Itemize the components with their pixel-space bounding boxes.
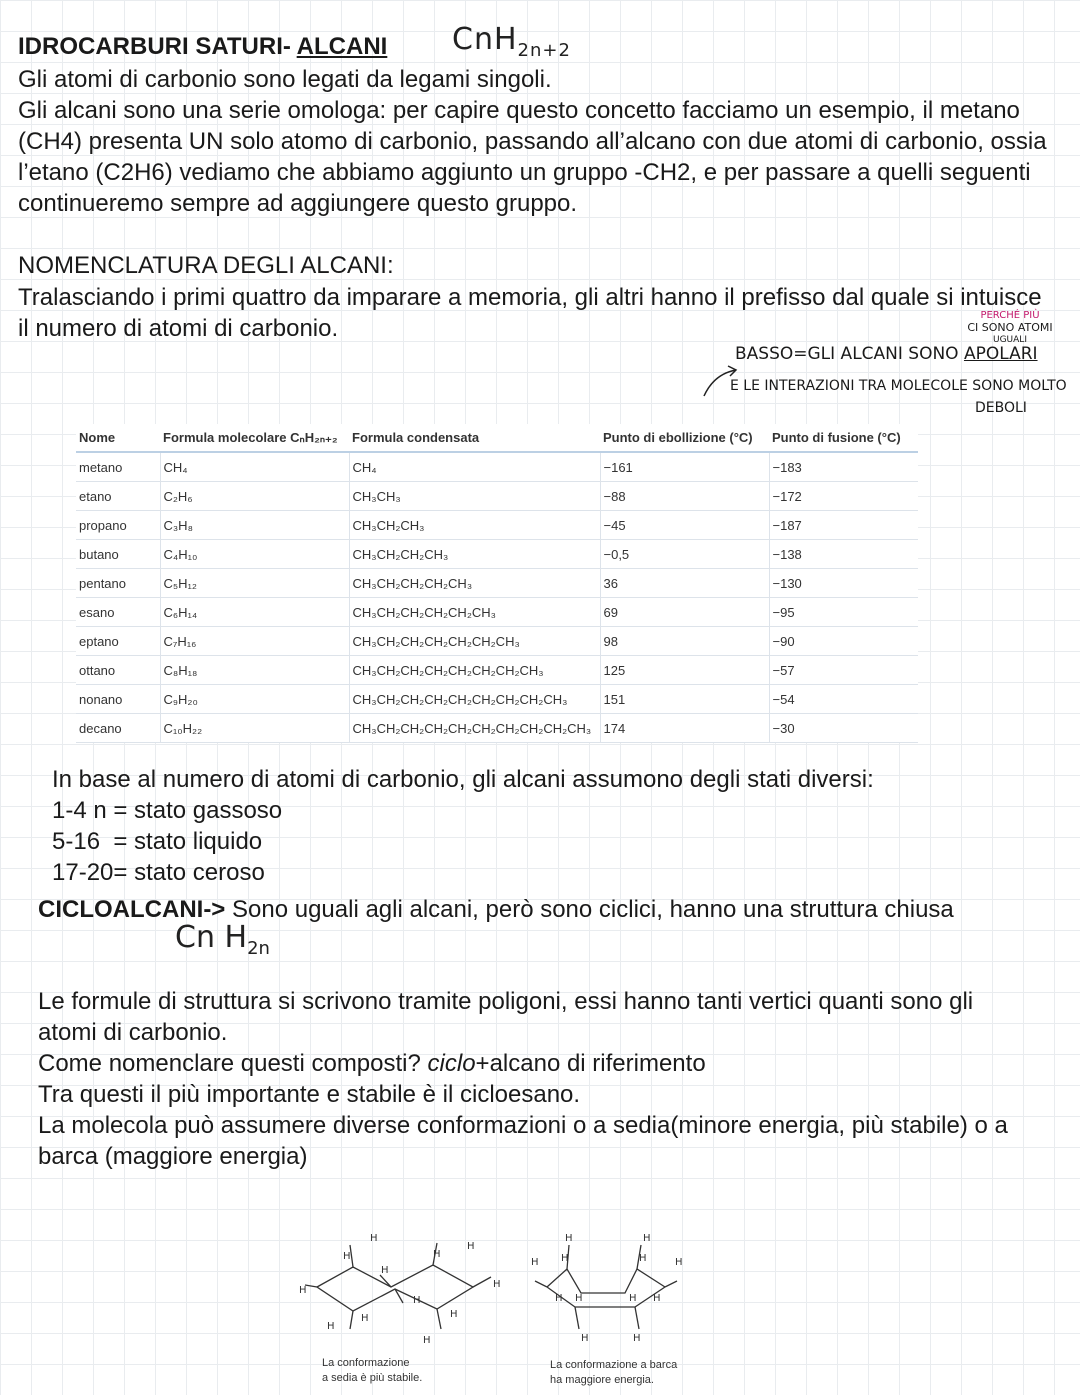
note-deboli: DEBOLI [975,400,1027,416]
chair-caption-1: La conformazione [322,1357,410,1369]
th-fusione: Punto di fusione (°C) [769,424,918,452]
cell-ebollizione: −0,5 [600,540,769,569]
atom-h: H [327,1321,335,1332]
cell-fusione: −138 [769,540,918,569]
cell-fusione: −90 [769,627,918,656]
formula-alkane-base: CnH [452,22,518,57]
structure-line-2b: ciclo [427,1050,476,1077]
note-small-main: CI SONO ATOMI [967,321,1053,334]
atom-h: H [643,1233,651,1244]
state-liquid: 5-16 = stato liquido [52,828,263,855]
cell-condensata: CH₃CH₃ [349,482,600,511]
cell-nome: ottano [76,656,160,685]
cell-ebollizione: 36 [600,569,769,598]
cell-formula: CH₄ [160,452,349,482]
cell-formula: C₈H₁₈ [160,656,349,685]
alkanes-table [76,424,918,743]
atom-h: H [381,1265,389,1276]
formula-alkane-sub: 2n+2 [517,40,571,61]
cell-formula: C₇H₁₆ [160,627,349,656]
cell-fusione: −57 [769,656,918,685]
cell-nome: decano [76,714,160,743]
structure-paragraph [38,986,1038,1172]
structure-line-2c: +alcano di riferimento [475,1050,706,1077]
cell-ebollizione: 151 [600,685,769,714]
atom-h: H [299,1285,307,1296]
cell-formula: C₉H₂₀ [160,685,349,714]
cell-condensata: CH₃CH₂CH₂CH₂CH₂CH₂CH₂CH₂CH₃ [349,685,600,714]
intro-line-2: Gli alcani sono una serie omologa: per capire questo concetto facciamo un esempio, il metano (CH4) presenta UN solo atomo di carbonio, passando all’alcano con due atomi di carbonio, ossia l’etano (C2H6) vediamo che abbiamo aggiunto un gruppo -CH2, e per passare a quelli seguenti continueremo sempre ad aggiungere questo gruppo. [18,97,1047,217]
cell-condensata: CH₃CH₂CH₂CH₂CH₂CH₂CH₃ [349,627,600,656]
cycloalkanes-text: Sono uguali agli alcani, però sono ciclici, hanno una struttura chiusa [225,896,954,923]
intro-line-1: Gli atomi di carbonio sono legati da legami singoli. [18,66,552,93]
table-row [76,598,918,627]
structure-line-2 [38,1048,1038,1079]
title-alcani: ALCANI [296,33,388,60]
atom-h: H [581,1333,589,1344]
cell-ebollizione: 69 [600,598,769,627]
note-small-bottom: UGUALI [993,335,1027,345]
chair-atom-labels [299,1233,501,1346]
structure-line-3: Tra questi il più importante e stabile è il cicloesano. [38,1081,581,1108]
table-row [76,656,918,685]
cell-fusione: −172 [769,482,918,511]
nomenclature-text: Tralasciando i primi quattro da imparare a memoria, gli altri hanno il prefisso dal quale si intuisce il numero di atomi di carbonio. [18,284,1042,342]
cell-ebollizione: −161 [600,452,769,482]
cell-ebollizione: 125 [600,656,769,685]
atom-h: H [450,1309,458,1320]
nomenclature-title: NOMENCLATURA DEGLI ALCANI: [18,252,394,279]
note-small-top: PERCHÉ PIÙ [980,310,1040,321]
atom-h: H [575,1293,583,1304]
atom-h: H [629,1293,637,1304]
formula-cycloalkane [175,920,270,959]
cell-condensata: CH₃CH₂CH₂CH₂CH₂CH₂CH₂CH₂CH₂CH₃ [349,714,600,743]
th-nome: Nome [76,424,160,452]
boat-conformation-diagram [525,1225,705,1355]
cycloalkanes-label: CICLOALCANI-> [38,896,226,923]
cell-ebollizione: −45 [600,511,769,540]
title-part1: IDROCARBURI SATURI- [18,33,297,60]
atom-h: H [433,1249,441,1260]
table-row [76,452,918,482]
cell-fusione: −30 [769,714,918,743]
table-row [76,569,918,598]
atom-h: H [561,1253,569,1264]
atom-h: H [633,1333,641,1344]
boat-caption [550,1358,677,1388]
chair-caption [322,1356,422,1386]
cell-condensata: CH₃CH₂CH₂CH₂CH₂CH₂CH₂CH₃ [349,656,600,685]
note-basso [735,344,1038,364]
chair-conformation-diagram [295,1225,515,1355]
structure-line-4: La molecola può assumere diverse conformazioni o a sedia(minore energia, più stabile) o a barca (maggiore energia) [38,1112,1008,1170]
cell-formula: C₃H₈ [160,511,349,540]
atom-h: H [361,1313,369,1324]
cell-fusione: −54 [769,685,918,714]
intro-paragraph [18,64,1058,219]
boat-atom-labels [531,1233,683,1344]
cell-formula: C₅H₁₂ [160,569,349,598]
th-formula-molecolare: Formula molecolare CₙH₂ₙ₊₂ [160,424,349,452]
th-ebollizione: Punto di ebollizione (°C) [600,424,769,452]
table-row [76,540,918,569]
atom-h: H [565,1233,573,1244]
formula-cyclo-base: Cn H [175,920,248,955]
structure-line-1: Le formule di struttura si scrivono tramite poligoni, essi hanno tanti vertici quanti sono gli atomi di carbonio. [38,988,974,1046]
table-row [76,685,918,714]
cell-ebollizione: 98 [600,627,769,656]
atom-h: H [675,1257,683,1268]
table-row [76,511,918,540]
note-small [955,310,1065,346]
atom-h: H [639,1253,647,1264]
boat-bonds [535,1245,677,1329]
note-interazioni: E LE INTERAZIONI TRA MOLECOLE SONO MOLTO [730,378,1067,394]
note-apolari: APOLARI [963,344,1038,364]
cell-fusione: −183 [769,452,918,482]
cell-nome: nonano [76,685,160,714]
cell-condensata: CH₃CH₂CH₂CH₂CH₃ [349,569,600,598]
cell-formula: C₁₀H₂₂ [160,714,349,743]
cell-formula: C₂H₆ [160,482,349,511]
state-gas: 1-4 n = stato gassoso [52,797,283,824]
cell-nome: pentano [76,569,160,598]
cell-fusione: −130 [769,569,918,598]
atom-h: H [531,1257,539,1268]
cell-condensata: CH₃CH₂CH₂CH₂CH₂CH₃ [349,598,600,627]
cell-nome: metano [76,452,160,482]
cell-formula: C₄H₁₀ [160,540,349,569]
chair-bonds [305,1243,491,1329]
atom-h: H [413,1295,421,1306]
chair-caption-2: a sedia è più stabile. [322,1372,423,1384]
cell-condensata: CH₃CH₂CH₃ [349,511,600,540]
cell-formula: C₆H₁₄ [160,598,349,627]
atom-h: H [555,1293,563,1304]
table-row [76,482,918,511]
atom-h: H [343,1251,351,1262]
formula-alkane [452,22,571,61]
cell-nome: esano [76,598,160,627]
structure-line-2a: Come nomenclare questi composti? [38,1050,428,1077]
cell-ebollizione: 174 [600,714,769,743]
table-header-row [76,424,918,452]
formula-cyclo-sub: 2n [247,938,270,959]
page-title [18,30,387,64]
cell-nome: etano [76,482,160,511]
atom-h: H [467,1241,475,1252]
cell-nome: eptano [76,627,160,656]
states-intro: In base al numero di atomi di carbonio, gli alcani assumono degli stati diversi: [52,766,874,793]
boat-caption-1: La conformazione a barca [550,1359,678,1371]
atom-h: H [493,1279,501,1290]
boat-caption-2: ha maggiore energia. [550,1374,654,1386]
table-row [76,627,918,656]
table-row [76,714,918,743]
atom-h: H [423,1335,431,1346]
th-formula-condensata: Formula condensata [349,424,600,452]
cell-condensata: CH₃CH₂CH₂CH₃ [349,540,600,569]
atom-h: H [370,1233,378,1244]
cell-fusione: −187 [769,511,918,540]
cell-nome: propano [76,511,160,540]
note-basso-text: BASSO=GLI ALCANI SONO [735,344,964,364]
state-waxy: 17-20= stato ceroso [52,859,265,886]
cell-condensata: CH₄ [349,452,600,482]
atom-h: H [653,1293,661,1304]
states-block [52,764,874,888]
cell-ebollizione: −88 [600,482,769,511]
cell-nome: butano [76,540,160,569]
cell-fusione: −95 [769,598,918,627]
